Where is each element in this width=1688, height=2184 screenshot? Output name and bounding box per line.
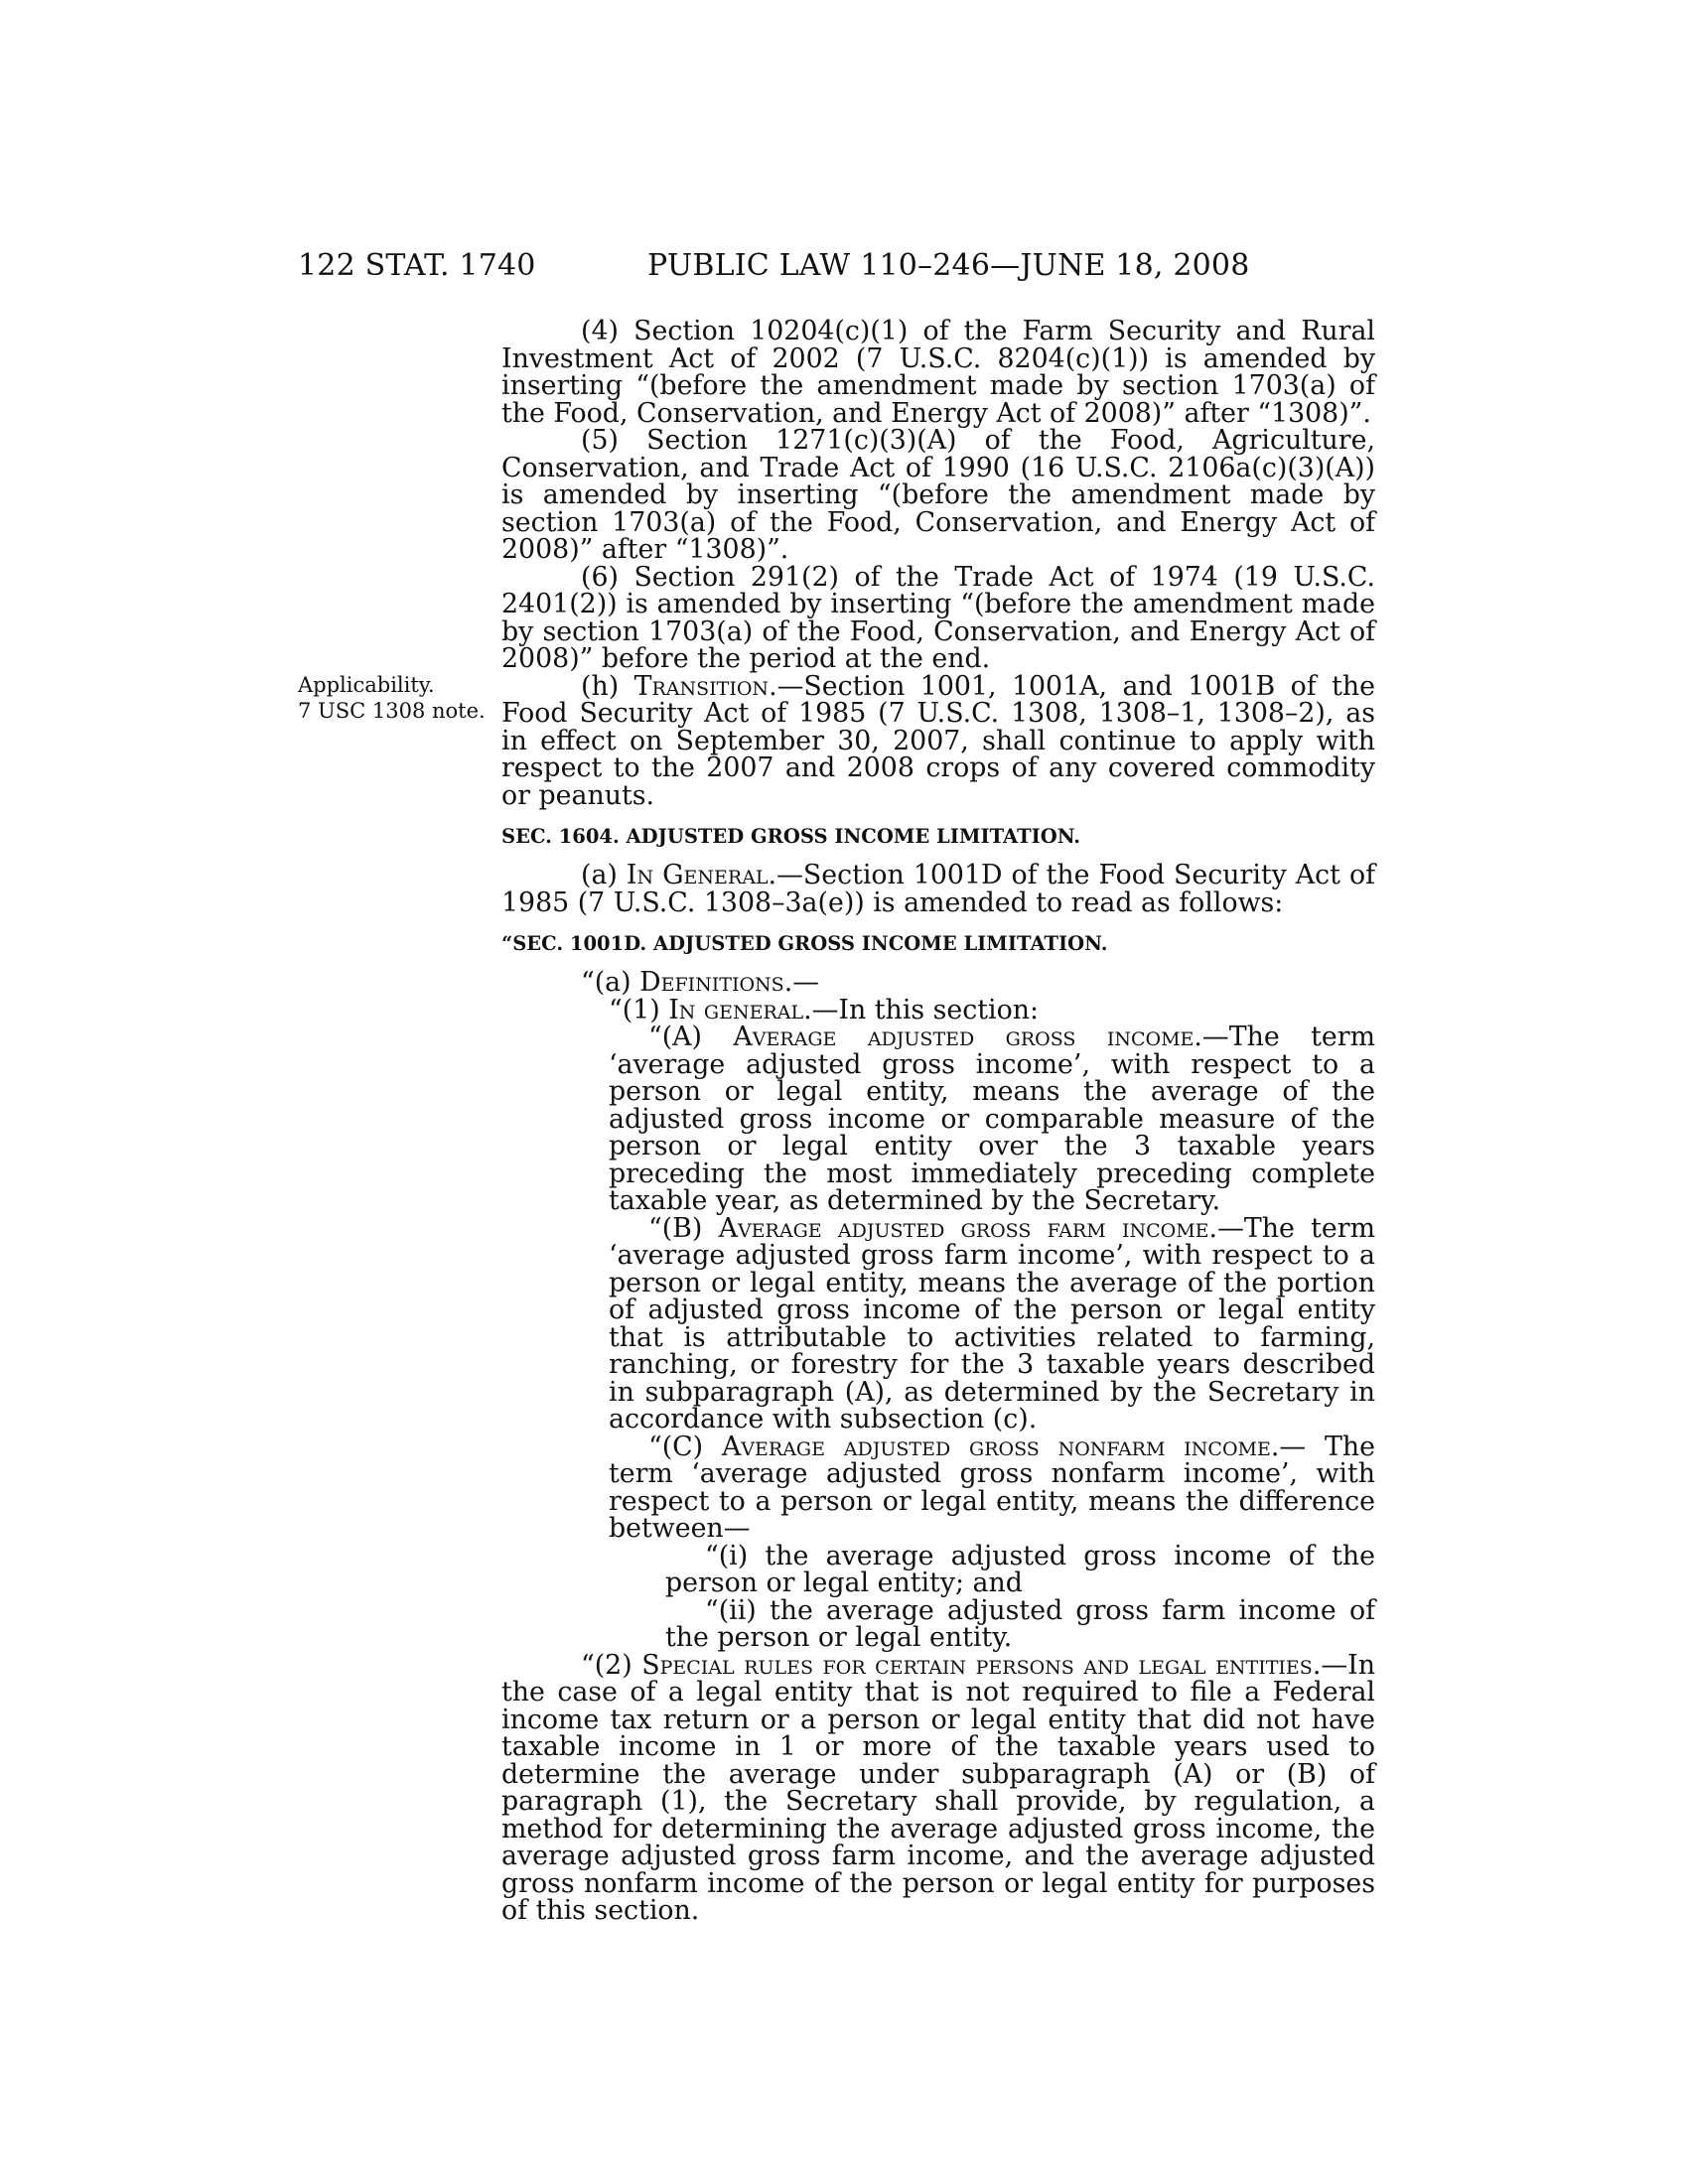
paragraph-4: (4) Section 10204(c)(1) of the Farm Security and Rural Investment Act of 2002 (7 U.S.C. 8204(c)(1)) is amended by inserting “(before the amendment made by section 1703(a) of the Food, Conservation, and Energy Act of 2008)” after “1308)”.: [501, 316, 1375, 429]
subsection-h-text: .—Section 1001, 1001A, and 1001B of the Food Security Act of 1985 (7 U.S.C. 1308, 1308–1, 1308–2), as in effect on September 30, 2007, shall continue to apply with respect to the 2007 and 2008 crops of any covered commodity or peanuts.: [501, 670, 1376, 811]
definitions-heading: [501, 969, 1375, 997]
subparagraph-b-heading: Average adjusted gross farm income: [718, 1212, 1209, 1244]
margin-note-citation: 7 USC 1308 note.: [298, 699, 486, 723]
paragraph-5: (5) Section 1271(c)(3)(A) of the Food, Agriculture, Conservation, and Trade Act of 1990 (16 U.S.C. 2106a(c)(3)(A)) is amended by inserting “(before the amendment made by section 1703(a) of the Food, Conservation, and Energy Act of 2008)” after “1308)”.: [501, 425, 1375, 565]
subparagraph-a: [609, 1024, 1375, 1215]
section-1604-heading: SEC. 1604. ADJUSTED GROSS INCOME LIMITATION.: [501, 825, 1081, 848]
subsection-a-heading: In General: [626, 860, 769, 890]
subsection-h-label: (h): [581, 670, 634, 702]
subsection-h: [501, 670, 1376, 811]
subparagraph-b-text: .—The term ‘average adjusted gross farm income’, with respect to a person or legal entity, means the average of the portion of adjusted gross income of the person or legal entity that is attributable to activities related to farming, ranching, or forestry for the 3 taxable years described in subparagraph (A), as determined by the Secretary in accordance with subsection (c).: [609, 1212, 1375, 1434]
paragraph-1-label: “(1): [609, 994, 669, 1025]
law-title: PUBLIC LAW 110–246—JUNE 18, 2008: [647, 248, 1250, 283]
margin-note-applicability: Applicability.: [298, 673, 435, 697]
body-text: [501, 318, 1375, 1925]
page-number: 122 STAT. 1740: [298, 248, 536, 283]
definitions-label: “(a): [581, 967, 640, 998]
subparagraph-a-text: .—The term ‘average adjusted gross income’, with respect to a person or legal entity, means the average of the adjusted gross income or comparable measure of the person or legal entity over the 3 taxable years preceding the most immediately preceding complete taxable year, as determined by the Secretary.: [609, 1022, 1375, 1216]
definitions-title: Definitions: [639, 967, 784, 998]
subsection-h-heading: Transition: [633, 670, 770, 702]
paragraph-2-text: .—In the case of a legal entity that is not required to file a Federal income tax return or a person or legal entity that did not have taxable income in 1 or more of the taxable years used to determine the average under subparagraph (A) or (B) of paragraph (1), the Secretary shall provide, by regulation, a method for determining the average adjusted gross income, the average adjusted gross farm income, and the average adjusted gross nonfarm income of the person or legal entity for purposes of this section.: [501, 1649, 1375, 1926]
subparagraph-c-heading: Average adjusted gross nonfarm income: [721, 1431, 1271, 1462]
subparagraph-b: [609, 1212, 1375, 1434]
subparagraph-c-text: .— The term ‘average adjusted gross nonfarm income’, with respect to a person or legal entity, means the difference between—: [609, 1431, 1375, 1544]
clauses: [501, 1540, 1375, 1653]
subparagraphs: [501, 1024, 1375, 1543]
subparagraph-c: [609, 1433, 1375, 1543]
subparagraph-a-heading: Average adjusted gross income: [733, 1022, 1195, 1052]
paragraph-2-heading: Special rules for certain persons and legal entities: [641, 1649, 1313, 1681]
section-1001d-heading: “SEC. 1001D. ADJUSTED GROSS INCOME LIMITATION.: [501, 932, 1108, 955]
clause-ii: “(ii) the average adjusted gross farm income of the person or legal entity.: [665, 1594, 1375, 1653]
subsection-a-label: (a): [581, 860, 627, 890]
subsection-a-text: .—Section 1001D of the Food Security Act of 1985 (7 U.S.C. 1308–3a(e)) is amended to read as follows:: [501, 860, 1375, 918]
paragraph-6: (6) Section 291(2) of the Trade Act of 1974 (19 U.S.C. 2401(2)) is amended by inserting “(before the amendment made by section 1703(a) of the Food, Conservation, and Energy Act of 2008)” before the period at the end.: [501, 561, 1375, 674]
subparagraph-b-label: “(B): [648, 1212, 719, 1244]
paragraph-2-special-rules: [501, 1649, 1375, 1926]
subparagraph-c-label: “(C): [648, 1431, 722, 1462]
margin-note: [298, 672, 486, 724]
subsection-a: [501, 862, 1375, 916]
clause-i: “(i) the average adjusted gross income of the person or legal entity; and: [665, 1540, 1375, 1598]
paragraph-2-label: “(2): [581, 1649, 642, 1681]
subparagraph-a-label: “(A): [648, 1022, 734, 1052]
paragraph-1-text: .—In this section:: [803, 994, 1040, 1025]
definitions-dash: .—: [783, 967, 820, 998]
paragraph-1-heading: In general: [668, 994, 804, 1025]
paragraph-1-general: [501, 994, 1375, 1025]
page-header: [298, 246, 1375, 286]
